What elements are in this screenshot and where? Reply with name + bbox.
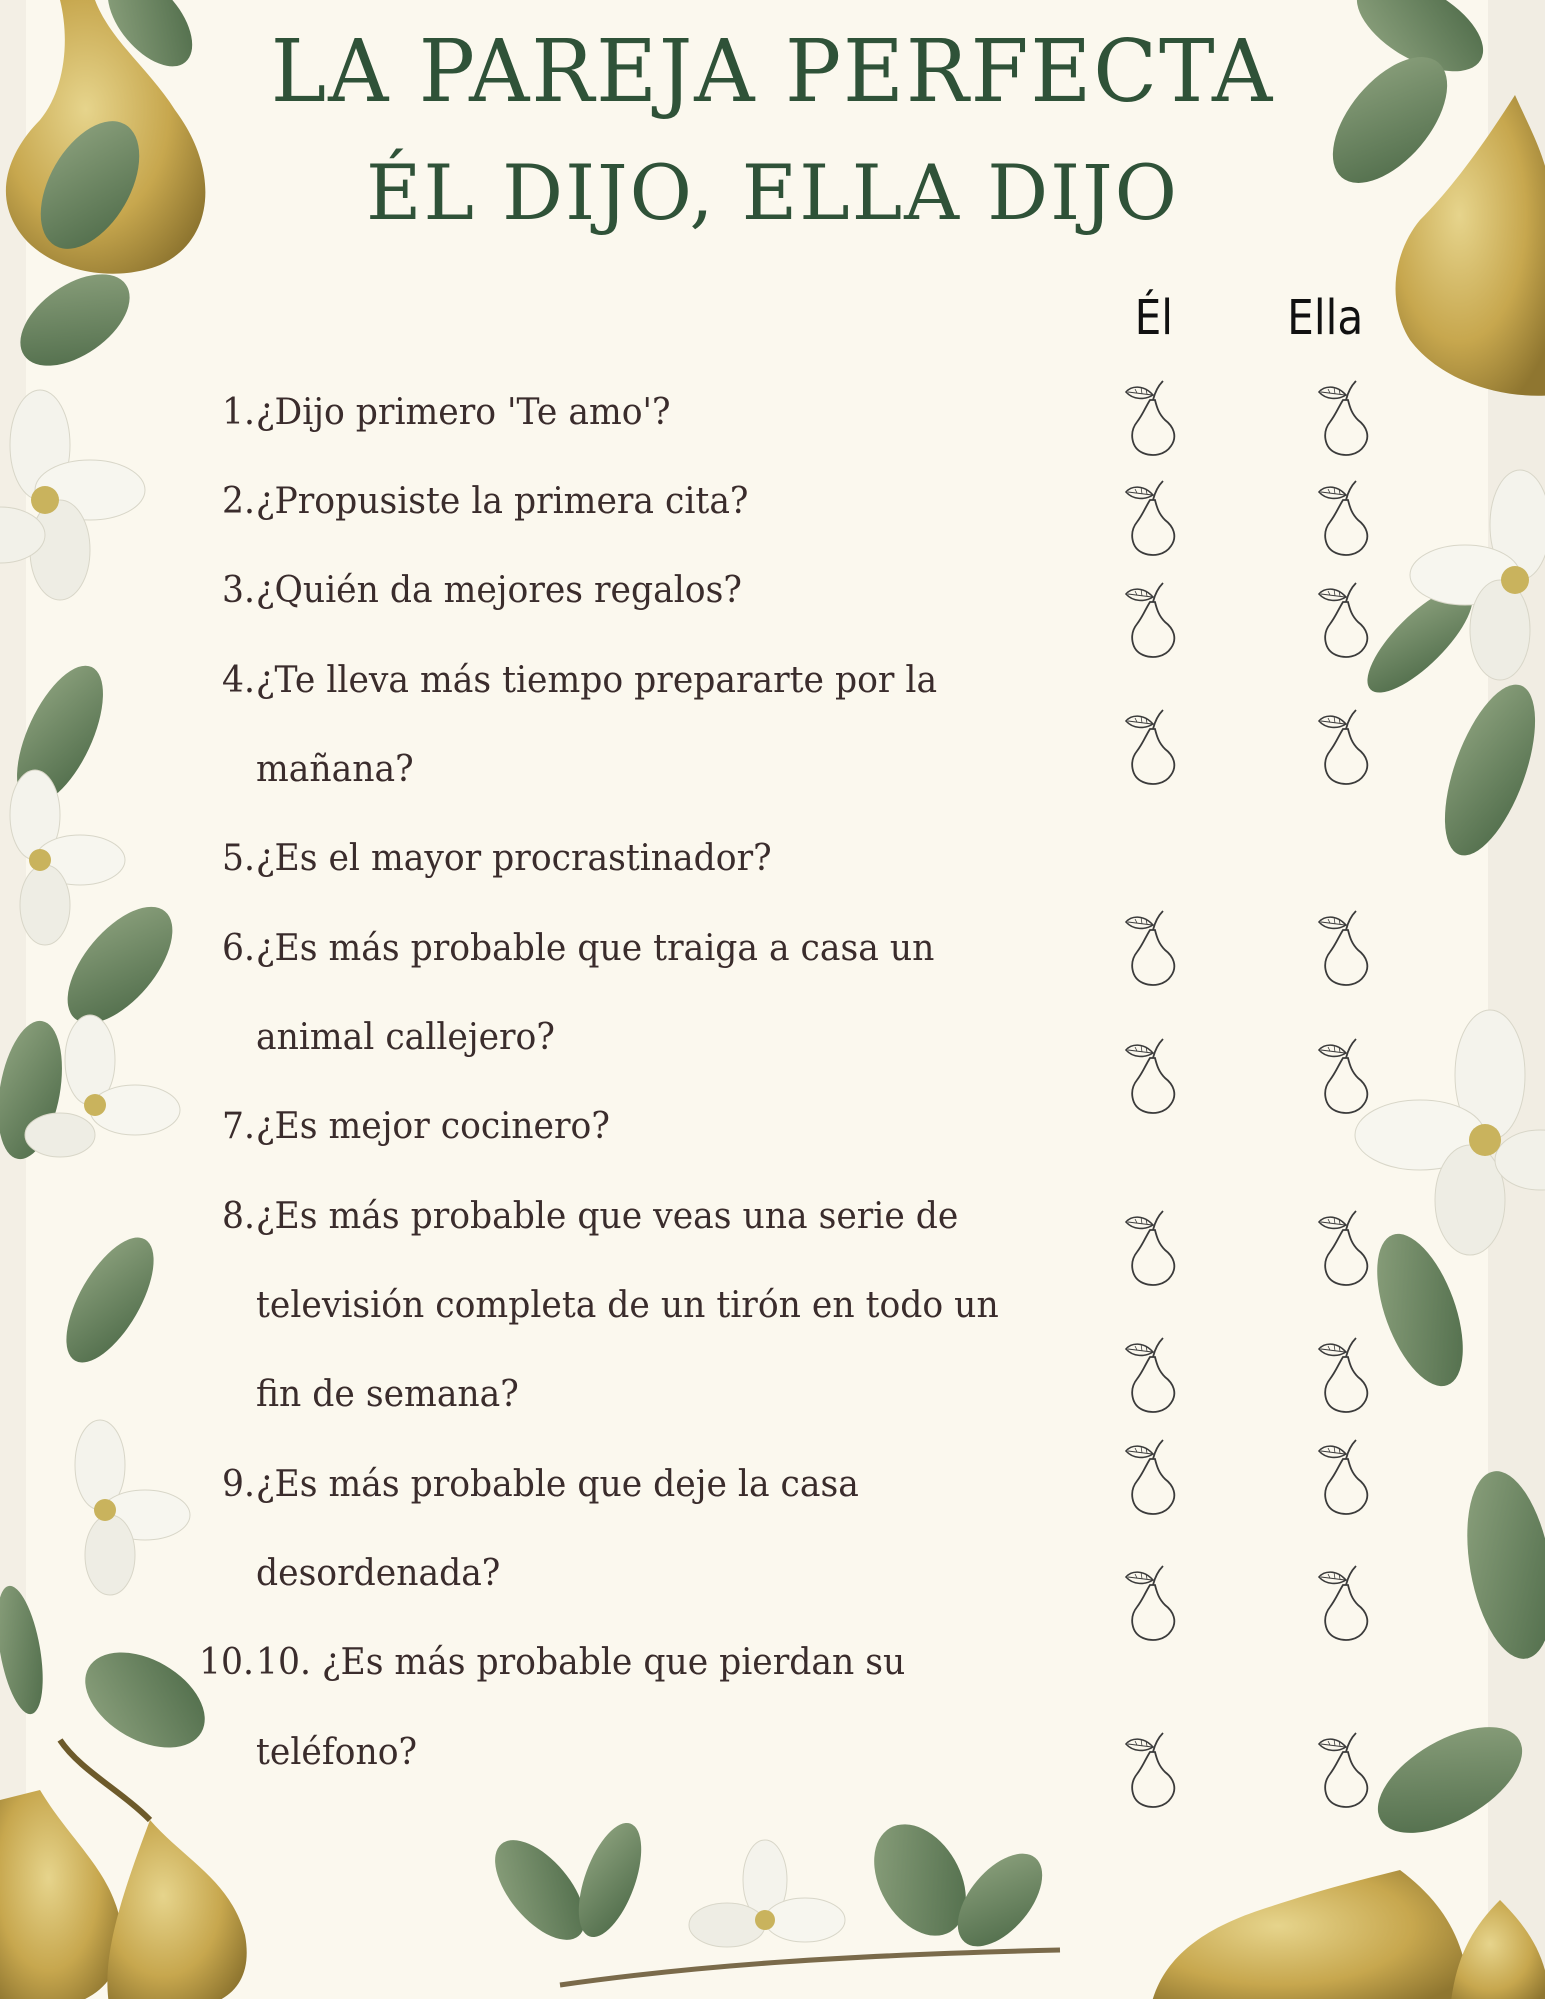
pear-checkbox-ella-icon[interactable]: [1316, 1335, 1372, 1413]
pear-checkbox-ella-icon[interactable]: [1316, 580, 1372, 658]
pear-checkbox-ella-icon[interactable]: [1316, 707, 1372, 785]
bottom-sprig: [478, 1808, 1060, 1985]
question-number: 5.: [221, 838, 255, 879]
question-text: ¿Es más probable que deje la casa: [256, 1464, 859, 1505]
pears-bottom-right: [1150, 1870, 1545, 1999]
question-number: 10.: [198, 1642, 254, 1683]
question-text-continued: mañana?: [256, 749, 414, 790]
question-text-continued: fin de semana?: [256, 1374, 519, 1415]
pear-checkbox-ella-icon[interactable]: [1316, 1208, 1372, 1286]
question-number: 9.: [221, 1464, 255, 1505]
question-text: ¿Es mejor cocinero?: [256, 1106, 610, 1147]
question-number: 6.: [221, 928, 255, 969]
right-blossoms: [1355, 470, 1545, 1255]
question-text: ¿Te lleva más tiempo prepararte por la: [256, 660, 938, 701]
page-subtitle: ÉL DIJO, ELLA DIJO: [366, 148, 1179, 237]
question-text: ¿Dijo primero 'Te amo'?: [256, 392, 671, 433]
pear-checkbox-ella-icon[interactable]: [1316, 1730, 1372, 1808]
pear-checkbox-ella-icon[interactable]: [1316, 908, 1372, 986]
question-number: 8.: [221, 1196, 255, 1237]
question-text: 10. ¿Es más probable que pierdan su: [256, 1642, 906, 1683]
pear-checkbox-ella-icon[interactable]: [1316, 1563, 1372, 1641]
pears-bottom-left: [0, 1740, 247, 1999]
question-text: ¿Es el mayor procrastinador?: [256, 838, 772, 879]
pear-checkbox-ella-icon[interactable]: [1316, 478, 1372, 556]
question-text: ¿Propusiste la primera cita?: [256, 481, 749, 522]
pear-checkbox-el-icon[interactable]: [1123, 908, 1179, 986]
question-number: 7.: [221, 1106, 255, 1147]
question-text-continued: animal callejero?: [256, 1017, 555, 1058]
pear-checkbox-el-icon[interactable]: [1123, 478, 1179, 556]
question-number: 3.: [221, 570, 255, 611]
question-number: 4.: [221, 660, 255, 701]
question-number: 2.: [221, 481, 255, 522]
question-text: ¿Es más probable que traiga a casa un: [256, 928, 935, 969]
pear-checkbox-el-icon[interactable]: [1123, 1335, 1179, 1413]
page-title: LA PAREJA PERFECTA: [270, 22, 1275, 122]
question-text-continued: televisión completa de un tirón en todo un: [256, 1285, 999, 1326]
pear-checkbox-el-icon[interactable]: [1123, 1208, 1179, 1286]
pear-checkbox-ella-icon[interactable]: [1316, 1437, 1372, 1515]
column-header-el: Él: [1134, 290, 1174, 346]
question-text: ¿Quién da mejores regalos?: [256, 570, 742, 611]
column-header-ella: Ella: [1287, 290, 1364, 346]
pear-checkbox-el-icon[interactable]: [1123, 378, 1179, 456]
pear-checkbox-el-icon[interactable]: [1123, 1036, 1179, 1114]
pear-checkbox-el-icon[interactable]: [1123, 1563, 1179, 1641]
question-text-continued: desordenada?: [256, 1553, 501, 1594]
question-text-continued: teléfono?: [256, 1732, 418, 1773]
question-text: ¿Es más probable que veas una serie de: [256, 1196, 959, 1237]
question-number: 1.: [221, 392, 255, 433]
pear-checkbox-el-icon[interactable]: [1123, 580, 1179, 658]
pear-checkbox-el-icon[interactable]: [1123, 707, 1179, 785]
pear-checkbox-ella-icon[interactable]: [1316, 1036, 1372, 1114]
pear-checkbox-el-icon[interactable]: [1123, 1437, 1179, 1515]
pear-checkbox-ella-icon[interactable]: [1316, 378, 1372, 456]
pear-checkbox-el-icon[interactable]: [1123, 1730, 1179, 1808]
